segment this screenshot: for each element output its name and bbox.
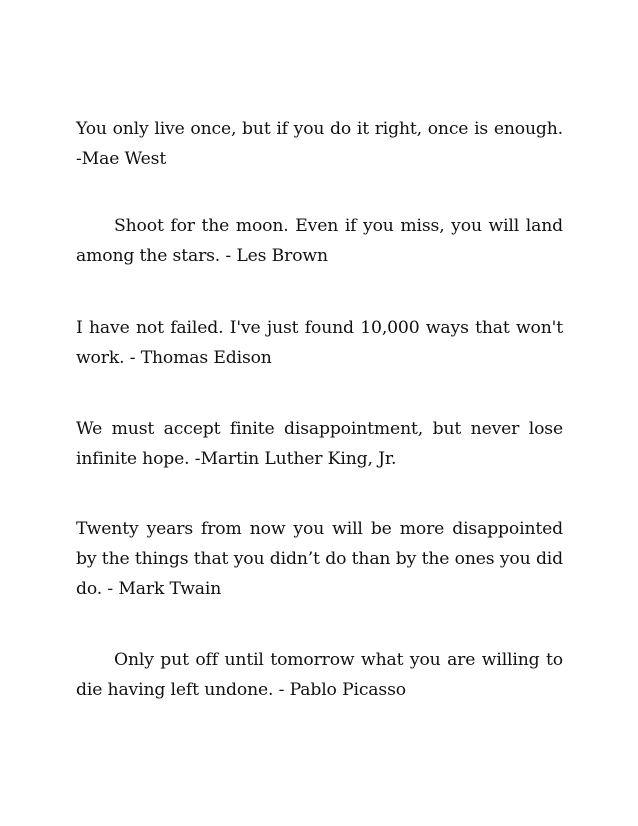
quote-martin-luther-king: We must accept finite disappointment, but never lose infinite hope. -Martin Luther King, Jr. bbox=[76, 419, 563, 469]
quote-mae-west: You only live once, but if you do it right, once is enough. -Mae West bbox=[76, 119, 563, 169]
quote-pablo-picasso: Only put off until tomorrow what you are willing to die having left undone. - Pablo Picasso bbox=[76, 650, 563, 700]
quote-mark-twain: Twenty years from now you will be more disappointed by the things that you didn’t do than by the ones you did do. - Mark Twain bbox=[76, 519, 563, 599]
quote-thomas-edison: I have not failed. I've just found 10,000 ways that won't work. - Thomas Edison bbox=[76, 318, 563, 368]
quote-les-brown: Shoot for the moon. Even if you miss, you will land among the stars. - Les Brown bbox=[76, 216, 563, 266]
